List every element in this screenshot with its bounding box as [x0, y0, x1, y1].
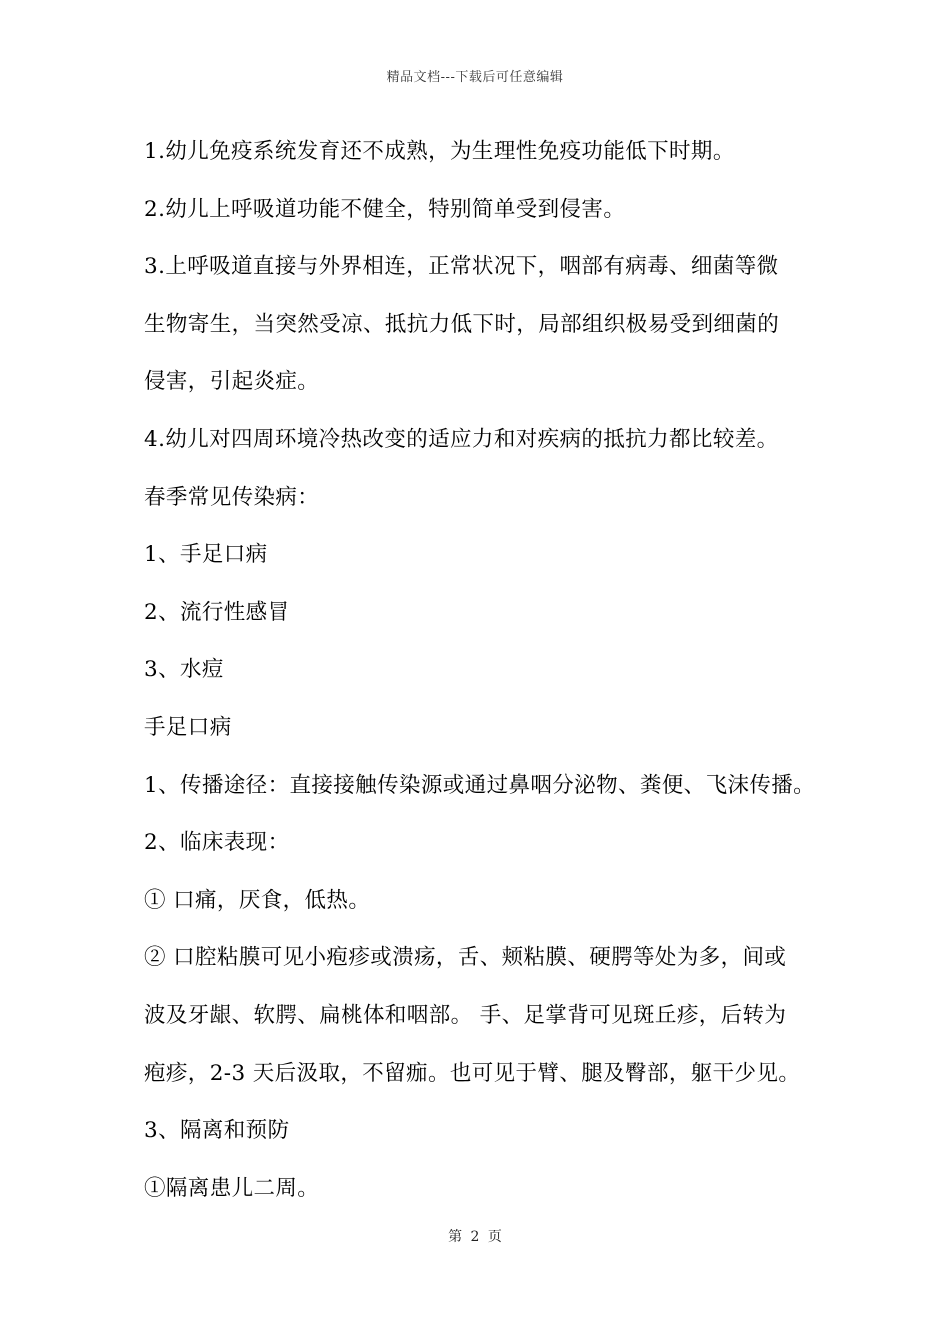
section-heading: 春季常见传染病：: [144, 484, 320, 510]
sub-list-item: ①隔离患儿二周。: [144, 1175, 320, 1201]
list-item: 3、水痘: [144, 657, 224, 683]
list-item: 2、临床表现：: [144, 830, 290, 856]
list-item: 1、传播途径：直接接触传染源或通过鼻咽分泌物、粪便、飞沫传播。: [144, 772, 816, 798]
sub-list-item: ② 口腔粘膜可见小疱疹或溃疡，舌、颊粘膜、硬腭等处为多，间或: [144, 945, 787, 971]
paragraph-line: 3.上呼吸道直接与外界相连，正常状况下，咽部有病毒、细菌等微: [144, 254, 779, 280]
paragraph-line: 1.幼儿免疫系统发育还不成熟，为生理性免疫功能低下时期。: [144, 139, 735, 164]
page-header: 精品文档---下载后可任意编辑: [386, 70, 564, 85]
list-item: 1、手足口病: [144, 542, 268, 568]
sub-list-item: ① 口痛，厌食，低热。: [144, 887, 371, 913]
list-item: 2、流行性感冒: [144, 599, 290, 625]
paragraph-line: 生物寄生，当突然受凉、抵抗力低下时，局部组织极易受到细菌的: [144, 311, 780, 337]
list-item: 3、隔离和预防: [144, 1118, 290, 1144]
paragraph-line: 4.幼儿对四周环境冷热改变的适应力和对疾病的抵抗力都比较差。: [144, 426, 779, 452]
section-heading: 手足口病: [144, 714, 232, 740]
paragraph-line: 2.幼儿上呼吸道功能不健全，特别简单受到侵害。: [144, 196, 626, 222]
paragraph-line: 疱疹，2-3 天后汲取，不留痂。也可见于臂、腿及臀部，躯干少见。: [144, 1060, 801, 1086]
paragraph-line: 侵害，引起炎症。: [144, 369, 320, 395]
document-body: [144, 128, 834, 1222]
paragraph-line: 波及牙龈、软腭、扁桃体和咽部。 手、足掌背可见斑丘疹，后转为: [144, 1002, 787, 1028]
page-number: 第 2 页: [448, 1229, 502, 1245]
